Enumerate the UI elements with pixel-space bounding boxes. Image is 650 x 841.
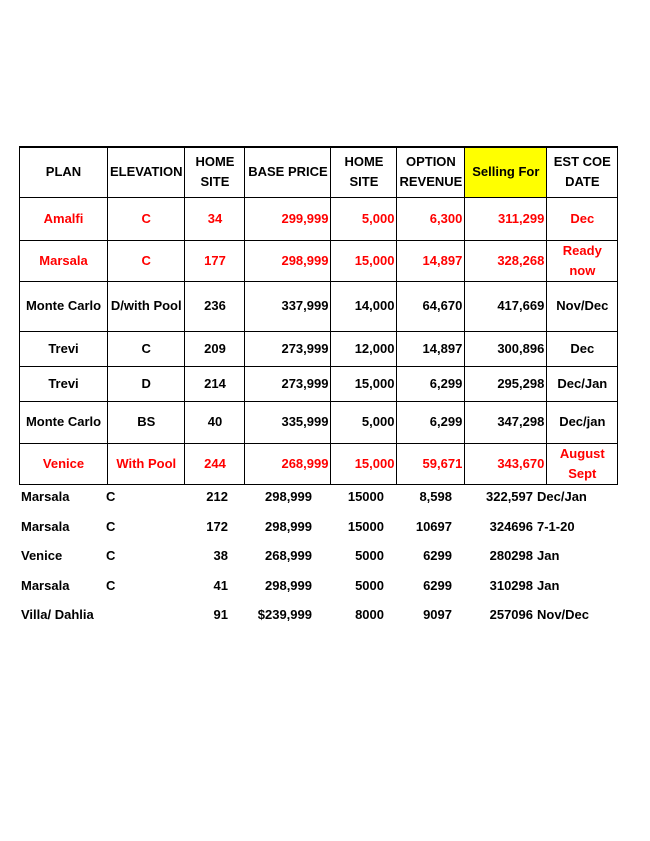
cell-home-site-price: 5,000 [331, 197, 397, 240]
cell-option-revenue: 6299 [423, 548, 452, 564]
header-option-revenue: OPTION REVENUE [397, 147, 465, 197]
cell-est-coe-date: Dec/jan [547, 401, 618, 443]
cell-selling-for: 417,669 [465, 281, 547, 331]
cell-selling-for: 280298 [489, 548, 533, 564]
table-row [20, 197, 618, 240]
cell-selling-for: 343,670 [465, 443, 547, 484]
cell-home-site: 177 [185, 240, 245, 281]
table-row [20, 331, 618, 366]
header-home-site: HOME SITE [185, 147, 245, 197]
cell-est-coe-date: August Sept [547, 443, 618, 484]
cell-base-price: 268,999 [245, 443, 331, 484]
header-est-coe-date: EST COE DATE [547, 147, 618, 197]
header-selling-for: Selling For [465, 147, 547, 197]
cell-option-revenue: 6,300 [397, 197, 465, 240]
cell-base-price: 298,999 [265, 489, 312, 505]
cell-selling-for: 322,597 [486, 489, 533, 505]
cell-option-revenue: 8,598 [419, 489, 452, 505]
table-row [20, 240, 618, 281]
cell-base-price: 335,999 [245, 401, 331, 443]
cell-option-revenue: 9097 [423, 607, 452, 623]
cell-plan: Marsala [21, 489, 70, 505]
homes-table [19, 146, 618, 485]
cell-home-site-price: 15,000 [331, 240, 397, 281]
cell-selling-for: 328,268 [465, 240, 547, 281]
cell-base-price: 273,999 [245, 331, 331, 366]
header-plan: PLAN [20, 147, 108, 197]
cell-plan: Marsala [21, 577, 70, 593]
cell-elevation: D/with Pool [108, 281, 185, 331]
cell-option-revenue: 14,897 [397, 240, 465, 281]
cell-home-site: 236 [185, 281, 245, 331]
cell-home-site-price: 15000 [347, 489, 384, 505]
table-row [20, 366, 618, 401]
cell-est-coe-date: Nov/Dec [537, 607, 590, 623]
cell-home-site: 244 [185, 443, 245, 484]
list-item [19, 512, 605, 542]
list-item [19, 571, 605, 601]
cell-elevation: C [108, 240, 185, 281]
cell-plan: Villa/ Dahlia [21, 607, 94, 623]
cell-est-coe-date: 7-1-20 [537, 518, 575, 534]
table-row [20, 401, 618, 443]
cell-selling-for: 311,299 [465, 197, 547, 240]
cell-base-price: 337,999 [245, 281, 331, 331]
cell-home-site: 34 [185, 197, 245, 240]
cell-plan: Marsala [20, 240, 108, 281]
cell-base-price: 268,999 [265, 548, 312, 564]
cell-home-site: 212 [206, 489, 228, 505]
cell-home-site: 214 [185, 366, 245, 401]
cell-plan: Monte Carlo [20, 401, 108, 443]
cell-elevation: C [108, 197, 185, 240]
cell-home-site: 172 [206, 518, 228, 534]
cell-elevation: C [108, 331, 185, 366]
cell-est-coe-date: Jan [537, 548, 560, 564]
cell-plan: Trevi [20, 366, 108, 401]
cell-selling-for: 257096 [489, 607, 533, 623]
cell-base-price: 298,999 [245, 240, 331, 281]
cell-est-coe-date: Dec/Jan [547, 366, 618, 401]
cell-elevation: C [106, 548, 116, 564]
table-row [20, 281, 618, 331]
cell-plan: Amalfi [20, 197, 108, 240]
table-row [20, 443, 618, 484]
cell-base-price: 298,999 [265, 577, 312, 593]
cell-option-revenue: 10697 [415, 518, 452, 534]
cell-home-site-price: 15,000 [331, 366, 397, 401]
cell-est-coe-date: Ready now [547, 240, 618, 281]
cell-elevation: D [108, 366, 185, 401]
cell-selling-for: 310298 [489, 577, 533, 593]
cell-home-site-price: 15000 [347, 518, 384, 534]
cell-elevation: With Pool [108, 443, 185, 484]
cell-selling-for: 347,298 [465, 401, 547, 443]
cell-est-coe-date: Dec/Jan [537, 489, 587, 505]
list-item [19, 482, 605, 512]
cell-home-site: 41 [213, 577, 228, 593]
cell-home-site-price: 12,000 [331, 331, 397, 366]
cell-plan: Venice [20, 443, 108, 484]
header-home-site-price: HOME SITE [331, 147, 397, 197]
cell-home-site-price: 5000 [355, 548, 384, 564]
cell-option-revenue: 14,897 [397, 331, 465, 366]
header-base-price: BASE PRICE [245, 147, 331, 197]
cell-selling-for: 295,298 [465, 366, 547, 401]
cell-plan: Venice [21, 548, 63, 564]
cell-option-revenue: 6,299 [397, 401, 465, 443]
cell-home-site-price: 5000 [355, 577, 384, 593]
cell-option-revenue: 64,670 [397, 281, 465, 331]
cell-home-site-price: 15,000 [331, 443, 397, 484]
cell-est-coe-date: Dec [547, 331, 618, 366]
cell-selling-for: 300,896 [465, 331, 547, 366]
cell-elevation: C [106, 518, 116, 534]
cell-home-site-price: 14,000 [331, 281, 397, 331]
cell-plan: Marsala [21, 518, 70, 534]
cell-option-revenue: 6299 [423, 577, 452, 593]
cell-est-coe-date: Dec [547, 197, 618, 240]
cell-home-site: 38 [213, 548, 228, 564]
cell-base-price: 299,999 [245, 197, 331, 240]
cell-home-site: 91 [213, 607, 228, 623]
cell-base-price: 273,999 [245, 366, 331, 401]
cell-plan: Trevi [20, 331, 108, 366]
cell-home-site: 209 [185, 331, 245, 366]
cell-elevation: C [106, 577, 116, 593]
cell-home-site-price: 8000 [355, 607, 384, 623]
cell-elevation: C [106, 489, 116, 505]
header-elevation: ELEVATION [108, 147, 185, 197]
table-header-row [20, 147, 618, 197]
cell-home-site: 40 [185, 401, 245, 443]
additional-homes-list [19, 482, 605, 630]
list-item [19, 541, 605, 571]
cell-est-coe-date: Nov/Dec [547, 281, 618, 331]
cell-base-price: $239,999 [257, 607, 312, 623]
cell-base-price: 298,999 [265, 518, 312, 534]
list-item [19, 600, 605, 630]
cell-plan: Monte Carlo [20, 281, 108, 331]
cell-home-site-price: 5,000 [331, 401, 397, 443]
cell-elevation [104, 600, 154, 630]
cell-option-revenue: 6,299 [397, 366, 465, 401]
cell-elevation: BS [108, 401, 185, 443]
cell-est-coe-date: Jan [537, 577, 560, 593]
cell-option-revenue: 59,671 [397, 443, 465, 484]
cell-selling-for: 324696 [489, 518, 533, 534]
